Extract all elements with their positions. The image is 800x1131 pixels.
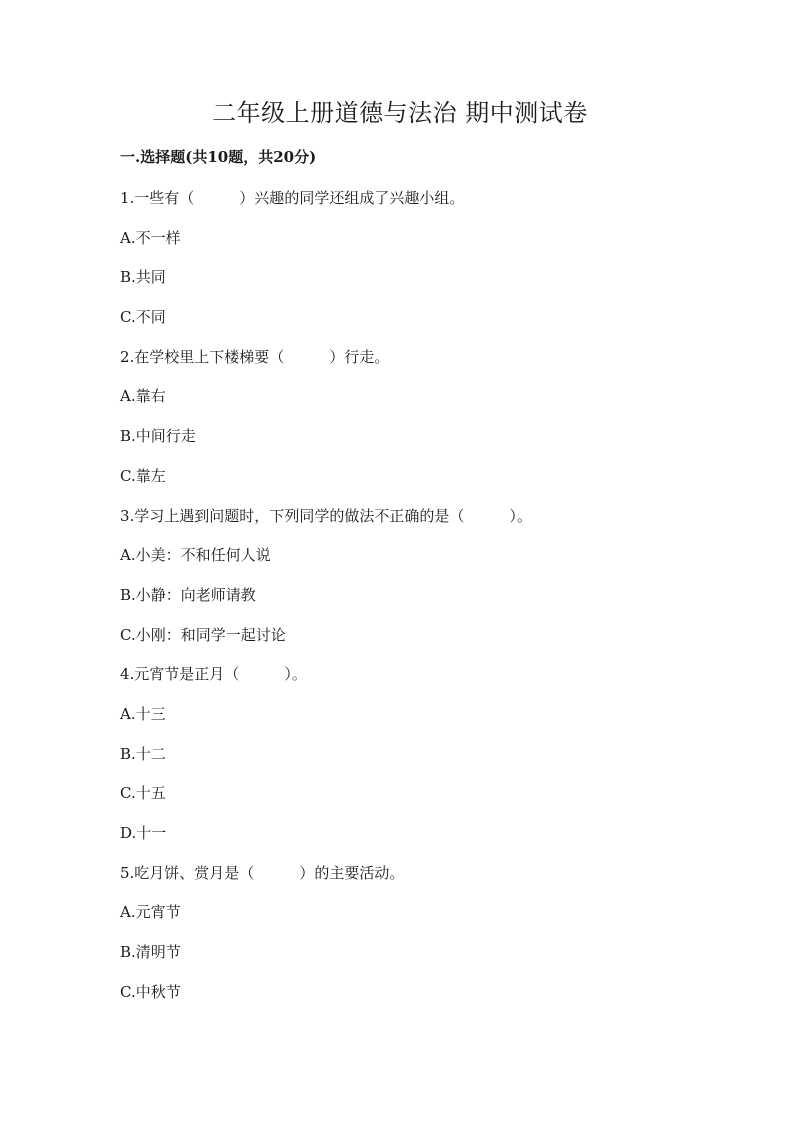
question-5-option-c: C.中秋节 [120,982,181,1001]
question-5-option-a: A.元宵节 [120,903,181,922]
question-2-option-c: C.靠左 [120,466,166,485]
page-title: 二年级上册道德与法治 期中测试卷 [212,99,588,127]
question-3-text: 3.学习上遇到问题时，下列同学的做法不正确的是（ ）。 [120,506,532,525]
question-1-option-a: A.不一样 [120,228,181,247]
question-4-option-c: C.十五 [120,784,166,803]
section-heading: 一.选择题(共10题，共20分) [120,148,317,166]
question-2-option-a: A.靠右 [120,387,166,406]
question-2-text: 2.在学校里上下楼梯要（ ）行走。 [120,347,390,366]
question-list [120,186,720,1019]
question-2-option-b: B.中间行走 [120,427,196,446]
question-1-text: 1.一些有（ ）兴趣的同学还组成了兴趣小组。 [120,189,465,207]
question-4-option-b: B.十二 [120,744,166,763]
question-1-option-c: C.不同 [120,308,166,327]
question-4-option-a: A.十三 [120,704,166,723]
question-3-option-b: B.小静：向老师请教 [120,585,256,604]
question-5-text: 5.吃月饼、赏月是（ ）的主要活动。 [120,863,405,882]
question-3-option-a: A.小美：不和任何人说 [120,546,271,565]
question-4-text: 4.元宵节是正月（ ）。 [120,665,307,684]
question-3-option-c: C.小刚：和同学一起讨论 [120,625,286,644]
question-4-option-d: D.十一 [120,824,167,842]
question-5-option-b: B.清明节 [120,943,181,962]
question-1-option-b: B.共同 [120,268,166,287]
